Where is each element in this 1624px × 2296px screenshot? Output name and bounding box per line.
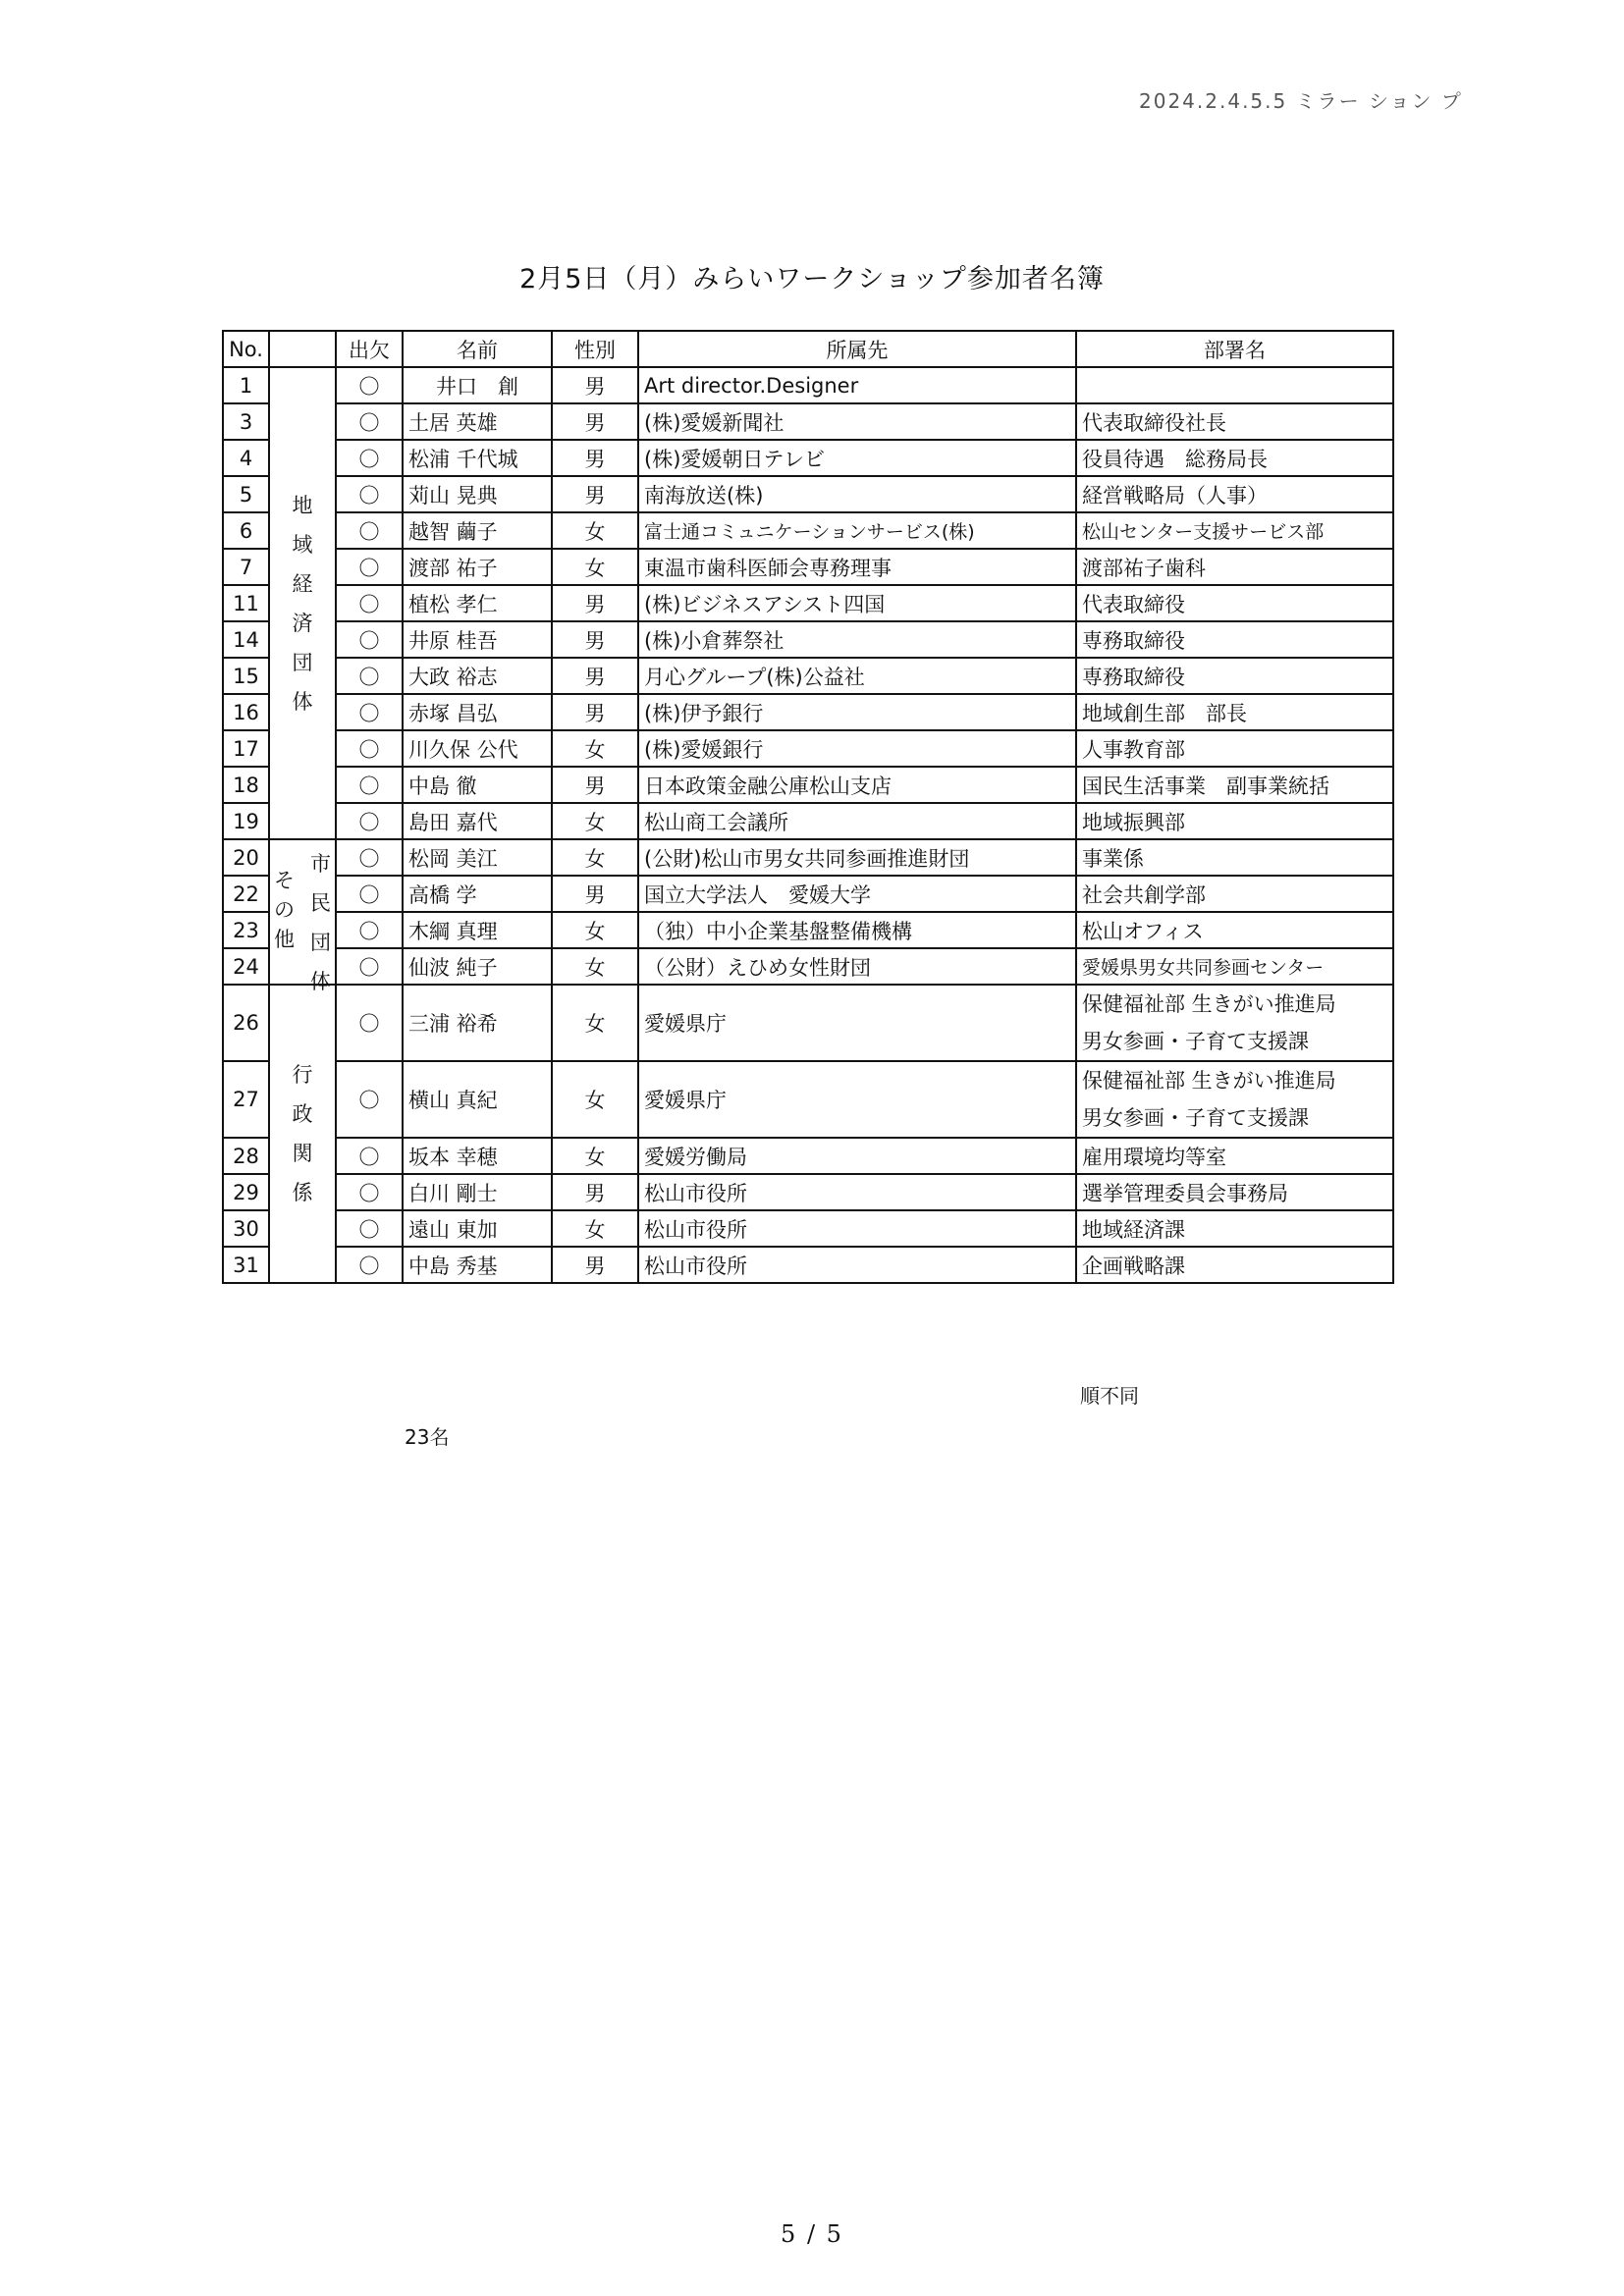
- row-dept: 事業係: [1076, 839, 1393, 876]
- row-dept-line1: 保健福祉部 生きがい推進局: [1082, 992, 1336, 1016]
- table-row: [223, 876, 1393, 912]
- row-org: 松山市役所: [638, 1174, 1076, 1210]
- row-org: (株)愛媛銀行: [638, 730, 1076, 767]
- row-dept: 松山オフィス: [1076, 912, 1393, 948]
- table-row: [223, 1174, 1393, 1210]
- row-no: 28: [223, 1138, 269, 1174]
- row-name: 三浦 裕希: [403, 985, 552, 1061]
- table-row: [223, 658, 1393, 694]
- table-row: [223, 403, 1393, 440]
- table-row: [223, 476, 1393, 512]
- participant-count: 23名: [405, 1425, 450, 1449]
- row-no: 5: [223, 476, 269, 512]
- row-name: 中島 徹: [403, 767, 552, 803]
- row-no: 18: [223, 767, 269, 803]
- participant-table: [222, 330, 1394, 1284]
- row-name: 松浦 千代城: [403, 440, 552, 476]
- row-org: 南海放送(株): [638, 476, 1076, 512]
- row-name: 井原 桂吾: [403, 621, 552, 658]
- group-other-civic: そ の 他 市 民 団 体: [269, 839, 336, 985]
- row-gender: 女: [552, 985, 638, 1061]
- row-gender: 男: [552, 876, 638, 912]
- row-dept: 専務取締役: [1076, 621, 1393, 658]
- row-name: 大政 裕志: [403, 658, 552, 694]
- row-dept: 松山センター支援サービス部: [1076, 512, 1393, 549]
- column-header-dept: 部署名: [1076, 331, 1393, 367]
- row-name: 土居 英雄: [403, 403, 552, 440]
- row-gender: 女: [552, 549, 638, 585]
- row-attendance: 〇: [336, 767, 403, 803]
- group-government: 行 政 関 係: [269, 985, 336, 1283]
- row-no: 15: [223, 658, 269, 694]
- row-attendance: 〇: [336, 440, 403, 476]
- row-name: 苅山 晃典: [403, 476, 552, 512]
- row-no: 7: [223, 549, 269, 585]
- row-attendance: 〇: [336, 694, 403, 730]
- table-header-row: [223, 331, 1393, 367]
- row-name: 赤塚 昌弘: [403, 694, 552, 730]
- table-row: [223, 621, 1393, 658]
- row-no: 1: [223, 367, 269, 403]
- row-gender: 女: [552, 1138, 638, 1174]
- column-header-attendance: 出欠: [336, 331, 403, 367]
- row-attendance: 〇: [336, 658, 403, 694]
- table-row: [223, 694, 1393, 730]
- row-gender: 女: [552, 912, 638, 948]
- row-dept: 地域振興部: [1076, 803, 1393, 839]
- row-org: (株)小倉葬祭社: [638, 621, 1076, 658]
- row-org: 愛媛労働局: [638, 1138, 1076, 1174]
- row-attendance: 〇: [336, 585, 403, 621]
- row-gender: 女: [552, 1210, 638, 1247]
- row-dept-line1: 保健福祉部 生きがい推進局: [1082, 1069, 1336, 1093]
- table-row: [223, 1138, 1393, 1174]
- row-name: 島田 嘉代: [403, 803, 552, 839]
- row-no: 17: [223, 730, 269, 767]
- row-name: 遠山 東加: [403, 1210, 552, 1247]
- row-attendance: 〇: [336, 839, 403, 876]
- row-gender: 男: [552, 1247, 638, 1283]
- order-note: 順不同: [1080, 1384, 1139, 1408]
- table-row: [223, 549, 1393, 585]
- row-name: 植松 孝仁: [403, 585, 552, 621]
- row-org: 愛媛県庁: [638, 985, 1076, 1061]
- row-attendance: 〇: [336, 876, 403, 912]
- row-no: 29: [223, 1174, 269, 1210]
- row-attendance: 〇: [336, 403, 403, 440]
- table-row: [223, 730, 1393, 767]
- row-org: (株)ビジネスアシスト四国: [638, 585, 1076, 621]
- group-regional-economy: 地 域 経 済 団 体: [269, 367, 336, 839]
- row-attendance: 〇: [336, 1174, 403, 1210]
- row-gender: 男: [552, 585, 638, 621]
- row-attendance: 〇: [336, 1061, 403, 1138]
- row-attendance: 〇: [336, 1247, 403, 1283]
- table-row: [223, 912, 1393, 948]
- row-org: 松山商工会議所: [638, 803, 1076, 839]
- row-org: 東温市歯科医師会専務理事: [638, 549, 1076, 585]
- row-org: （公財）えひめ女性財団: [638, 948, 1076, 985]
- row-dept: 役員待遇 総務局長: [1076, 440, 1393, 476]
- row-gender: 男: [552, 440, 638, 476]
- row-gender: 男: [552, 403, 638, 440]
- row-dept: [1076, 1061, 1393, 1138]
- row-org: 愛媛県庁: [638, 1061, 1076, 1138]
- row-org: (株)愛媛新聞社: [638, 403, 1076, 440]
- row-dept-line2: 男女参画・子育て支援課: [1082, 1030, 1309, 1053]
- row-org: 日本政策金融公庫松山支店: [638, 767, 1076, 803]
- row-name: 川久保 公代: [403, 730, 552, 767]
- row-no: 30: [223, 1210, 269, 1247]
- row-gender: 男: [552, 1174, 638, 1210]
- row-name: 木綱 真理: [403, 912, 552, 948]
- table-row: [223, 585, 1393, 621]
- row-org: 松山市役所: [638, 1210, 1076, 1247]
- header-fragment: 2024.2.4.5.5 ミラー ション プ: [1139, 89, 1463, 113]
- row-name: 渡部 祐子: [403, 549, 552, 585]
- page-title: 2月5日（月）みらいワークショップ参加者名簿: [519, 264, 1105, 294]
- row-no: 6: [223, 512, 269, 549]
- row-attendance: 〇: [336, 803, 403, 839]
- row-name: 高橋 学: [403, 876, 552, 912]
- column-header-org: 所属先: [638, 331, 1076, 367]
- row-name: 井口 創: [403, 367, 552, 403]
- row-name: 坂本 幸穂: [403, 1138, 552, 1174]
- row-dept: 代表取締役社長: [1076, 403, 1393, 440]
- row-no: 26: [223, 985, 269, 1061]
- table-row: [223, 367, 1393, 403]
- row-gender: 男: [552, 767, 638, 803]
- table-row: [223, 1247, 1393, 1283]
- row-dept: 地域創生部 部長: [1076, 694, 1393, 730]
- row-dept: 渡部祐子歯科: [1076, 549, 1393, 585]
- row-gender: 女: [552, 839, 638, 876]
- table-row: [223, 767, 1393, 803]
- table-row: [223, 440, 1393, 476]
- row-org: 富士通コミュニケーションサービス(株): [638, 512, 1076, 549]
- page-number: 5 / 5: [781, 2220, 843, 2248]
- row-org: (株)伊予銀行: [638, 694, 1076, 730]
- row-org: (株)愛媛朝日テレビ: [638, 440, 1076, 476]
- table-row: [223, 948, 1393, 985]
- row-gender: 男: [552, 621, 638, 658]
- row-no: 27: [223, 1061, 269, 1138]
- row-name: 松岡 美江: [403, 839, 552, 876]
- row-attendance: 〇: [336, 948, 403, 985]
- table-row: [223, 1061, 1393, 1138]
- row-name: 横山 真紀: [403, 1061, 552, 1138]
- row-name: 仙波 純子: [403, 948, 552, 985]
- row-no: 22: [223, 876, 269, 912]
- row-dept: 雇用環境均等室: [1076, 1138, 1393, 1174]
- table-row: [223, 512, 1393, 549]
- row-gender: 男: [552, 476, 638, 512]
- row-dept: 社会共創学部: [1076, 876, 1393, 912]
- row-no: 4: [223, 440, 269, 476]
- row-dept: 地域経済課: [1076, 1210, 1393, 1247]
- row-gender: 女: [552, 803, 638, 839]
- row-attendance: 〇: [336, 985, 403, 1061]
- row-dept: 専務取締役: [1076, 658, 1393, 694]
- row-dept: [1076, 367, 1393, 403]
- row-gender: 男: [552, 694, 638, 730]
- table-row: [223, 985, 1393, 1061]
- row-dept-line2: 男女参画・子育て支援課: [1082, 1106, 1309, 1130]
- row-attendance: 〇: [336, 621, 403, 658]
- column-header-name: 名前: [403, 331, 552, 367]
- row-name: 中島 秀基: [403, 1247, 552, 1283]
- row-org: (公財)松山市男女共同参画推進財団: [638, 839, 1076, 876]
- row-attendance: 〇: [336, 476, 403, 512]
- table-row: [223, 803, 1393, 839]
- row-no: 19: [223, 803, 269, 839]
- row-dept: [1076, 985, 1393, 1061]
- row-no: 16: [223, 694, 269, 730]
- row-attendance: 〇: [336, 1138, 403, 1174]
- row-gender: 男: [552, 658, 638, 694]
- row-no: 14: [223, 621, 269, 658]
- row-no: 23: [223, 912, 269, 948]
- row-org: Art director.Designer: [638, 367, 1076, 403]
- table-row: [223, 839, 1393, 876]
- row-attendance: 〇: [336, 367, 403, 403]
- row-dept: 愛媛県男女共同参画センター: [1076, 948, 1393, 985]
- row-no: 31: [223, 1247, 269, 1283]
- column-header-group: [269, 331, 336, 367]
- row-gender: 女: [552, 1061, 638, 1138]
- column-header-no: No.: [223, 331, 269, 367]
- column-header-gender: 性別: [552, 331, 638, 367]
- row-org: 月心グループ(株)公益社: [638, 658, 1076, 694]
- row-dept: 選挙管理委員会事務局: [1076, 1174, 1393, 1210]
- row-dept: 国民生活事業 副事業統括: [1076, 767, 1393, 803]
- row-org: 国立大学法人 愛媛大学: [638, 876, 1076, 912]
- table-row: [223, 1210, 1393, 1247]
- row-attendance: 〇: [336, 1210, 403, 1247]
- row-attendance: 〇: [336, 512, 403, 549]
- row-gender: 女: [552, 730, 638, 767]
- row-gender: 女: [552, 512, 638, 549]
- row-name: 白川 剛士: [403, 1174, 552, 1210]
- row-no: 24: [223, 948, 269, 985]
- row-no: 11: [223, 585, 269, 621]
- row-gender: 女: [552, 948, 638, 985]
- row-dept: 企画戦略課: [1076, 1247, 1393, 1283]
- row-org: （独）中小企業基盤整備機構: [638, 912, 1076, 948]
- row-no: 3: [223, 403, 269, 440]
- row-org: 松山市役所: [638, 1247, 1076, 1283]
- row-name: 越智 繭子: [403, 512, 552, 549]
- row-attendance: 〇: [336, 730, 403, 767]
- row-no: 20: [223, 839, 269, 876]
- row-gender: 男: [552, 367, 638, 403]
- row-dept: 代表取締役: [1076, 585, 1393, 621]
- row-attendance: 〇: [336, 912, 403, 948]
- row-dept: 経営戦略局（人事）: [1076, 476, 1393, 512]
- row-dept: 人事教育部: [1076, 730, 1393, 767]
- row-attendance: 〇: [336, 549, 403, 585]
